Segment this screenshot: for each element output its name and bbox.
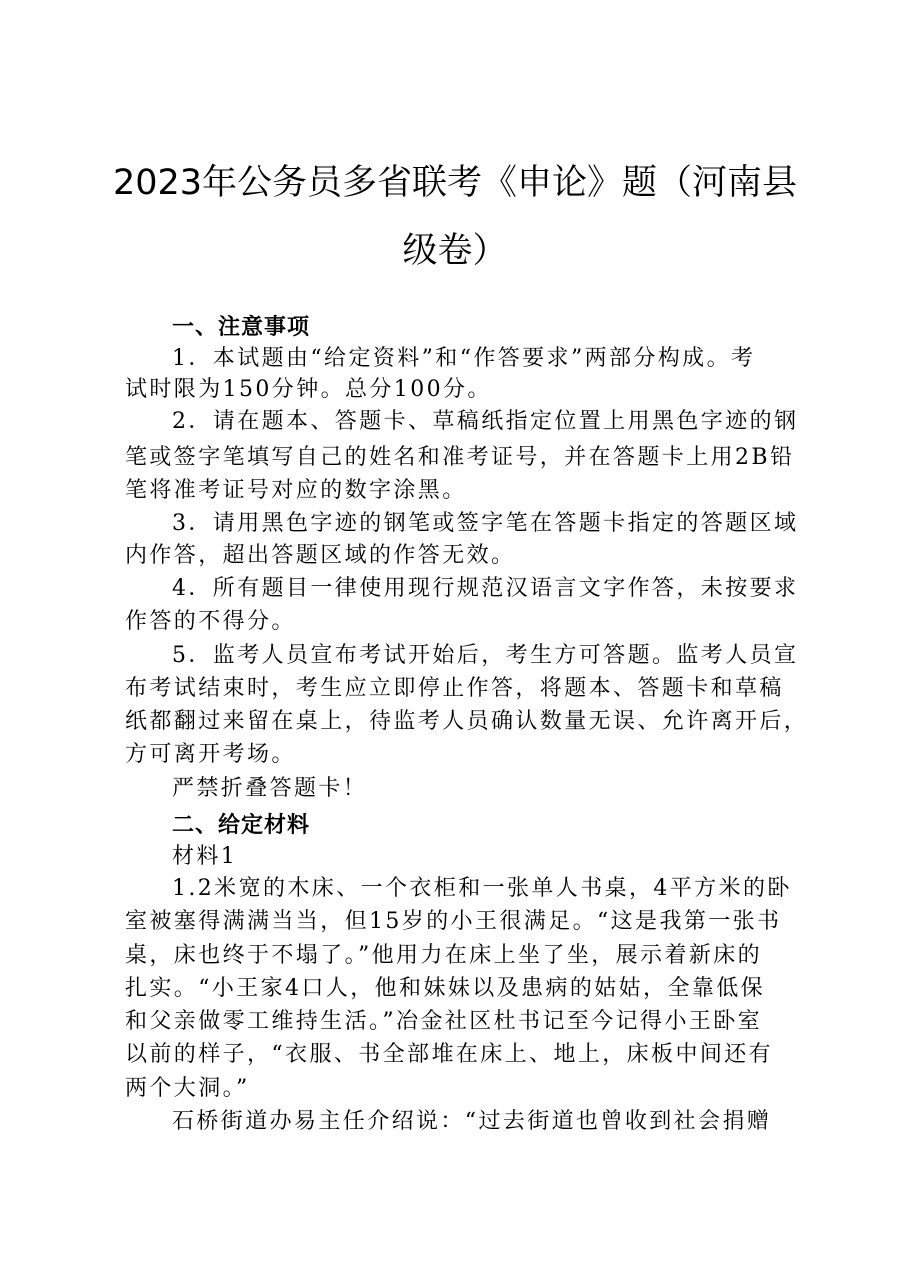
notice-line: 4．所有题目一律使用现行规范汉语言文字作答，未按要求 (172, 576, 799, 601)
material-line: 两个大洞。” (125, 1076, 250, 1101)
material-line: 1.2米宽的木床、一个衣柜和一张单人书桌，4平方米的卧 (172, 876, 792, 901)
material-line: 室被塞得满满当当，但15岁的小王很满足。“这是我第一张书 (125, 909, 782, 934)
notice-line: 1．本试题由“给定资料”和“作答要求”两部分构成。考 (172, 346, 756, 371)
notice-line: 5．监考人员宣布考试开始后，考生方可答题。监考人员宣 (172, 643, 799, 668)
notice-line: 布考试结束时，考生应立即停止作答，将题本、答题卡和草稿 (125, 676, 784, 701)
notice-line: 试时限为150分钟。总分100分。 (125, 377, 492, 402)
notice-line: 笔或签字笔填写自己的姓名和准考证号，并在答题卡上用2B铅 (125, 445, 795, 470)
document-title-line-1: 2023年公务员多省联考《申论》题（河南县 (112, 163, 798, 203)
notice-line: 作答的不得分。 (125, 609, 296, 634)
notice-line: 内作答，超出答题区域的作答无效。 (125, 543, 516, 568)
material-line: 和父亲做零工维持生活。”冶金社区杜书记至今记得小王卧室 (125, 1009, 763, 1034)
section-heading-materials: 二、给定材料 (172, 813, 311, 838)
section-heading-notice: 一、注意事项 (172, 315, 311, 340)
material-label: 材料1 (172, 844, 238, 869)
warning-line: 严禁折叠答题卡！ (172, 776, 368, 801)
material-line: 以前的样子，“衣服、书全部堆在床上、地上，床板中间还有 (125, 1042, 774, 1067)
material-line: 桌，床也终于不塌了。”他用力在床上坐了坐，展示着新床的 (125, 943, 763, 968)
material-line: 扎实。“小王家4口人，他和妹妹以及患病的姑姑，全靠低保 (125, 976, 766, 1001)
notice-line: 纸都翻过来留在桌上，待监考人员确认数量无误、允许离开后， (125, 709, 809, 734)
notice-line: 2．请在题本、答题卡、草稿纸指定位置上用黑色字迹的钢 (172, 409, 799, 434)
document-title-line-2: 级卷） (402, 231, 508, 271)
material-line: 石桥街道办易主任介绍说：“过去街道也曾收到社会捐赠 (172, 1109, 772, 1134)
notice-line: 3．请用黑色字迹的钢笔或签字笔在答题卡指定的答题区域 (172, 511, 799, 536)
notice-line: 方可离开考场。 (125, 742, 296, 767)
notice-line: 笔将准考证号对应的数字涂黑。 (125, 478, 467, 503)
